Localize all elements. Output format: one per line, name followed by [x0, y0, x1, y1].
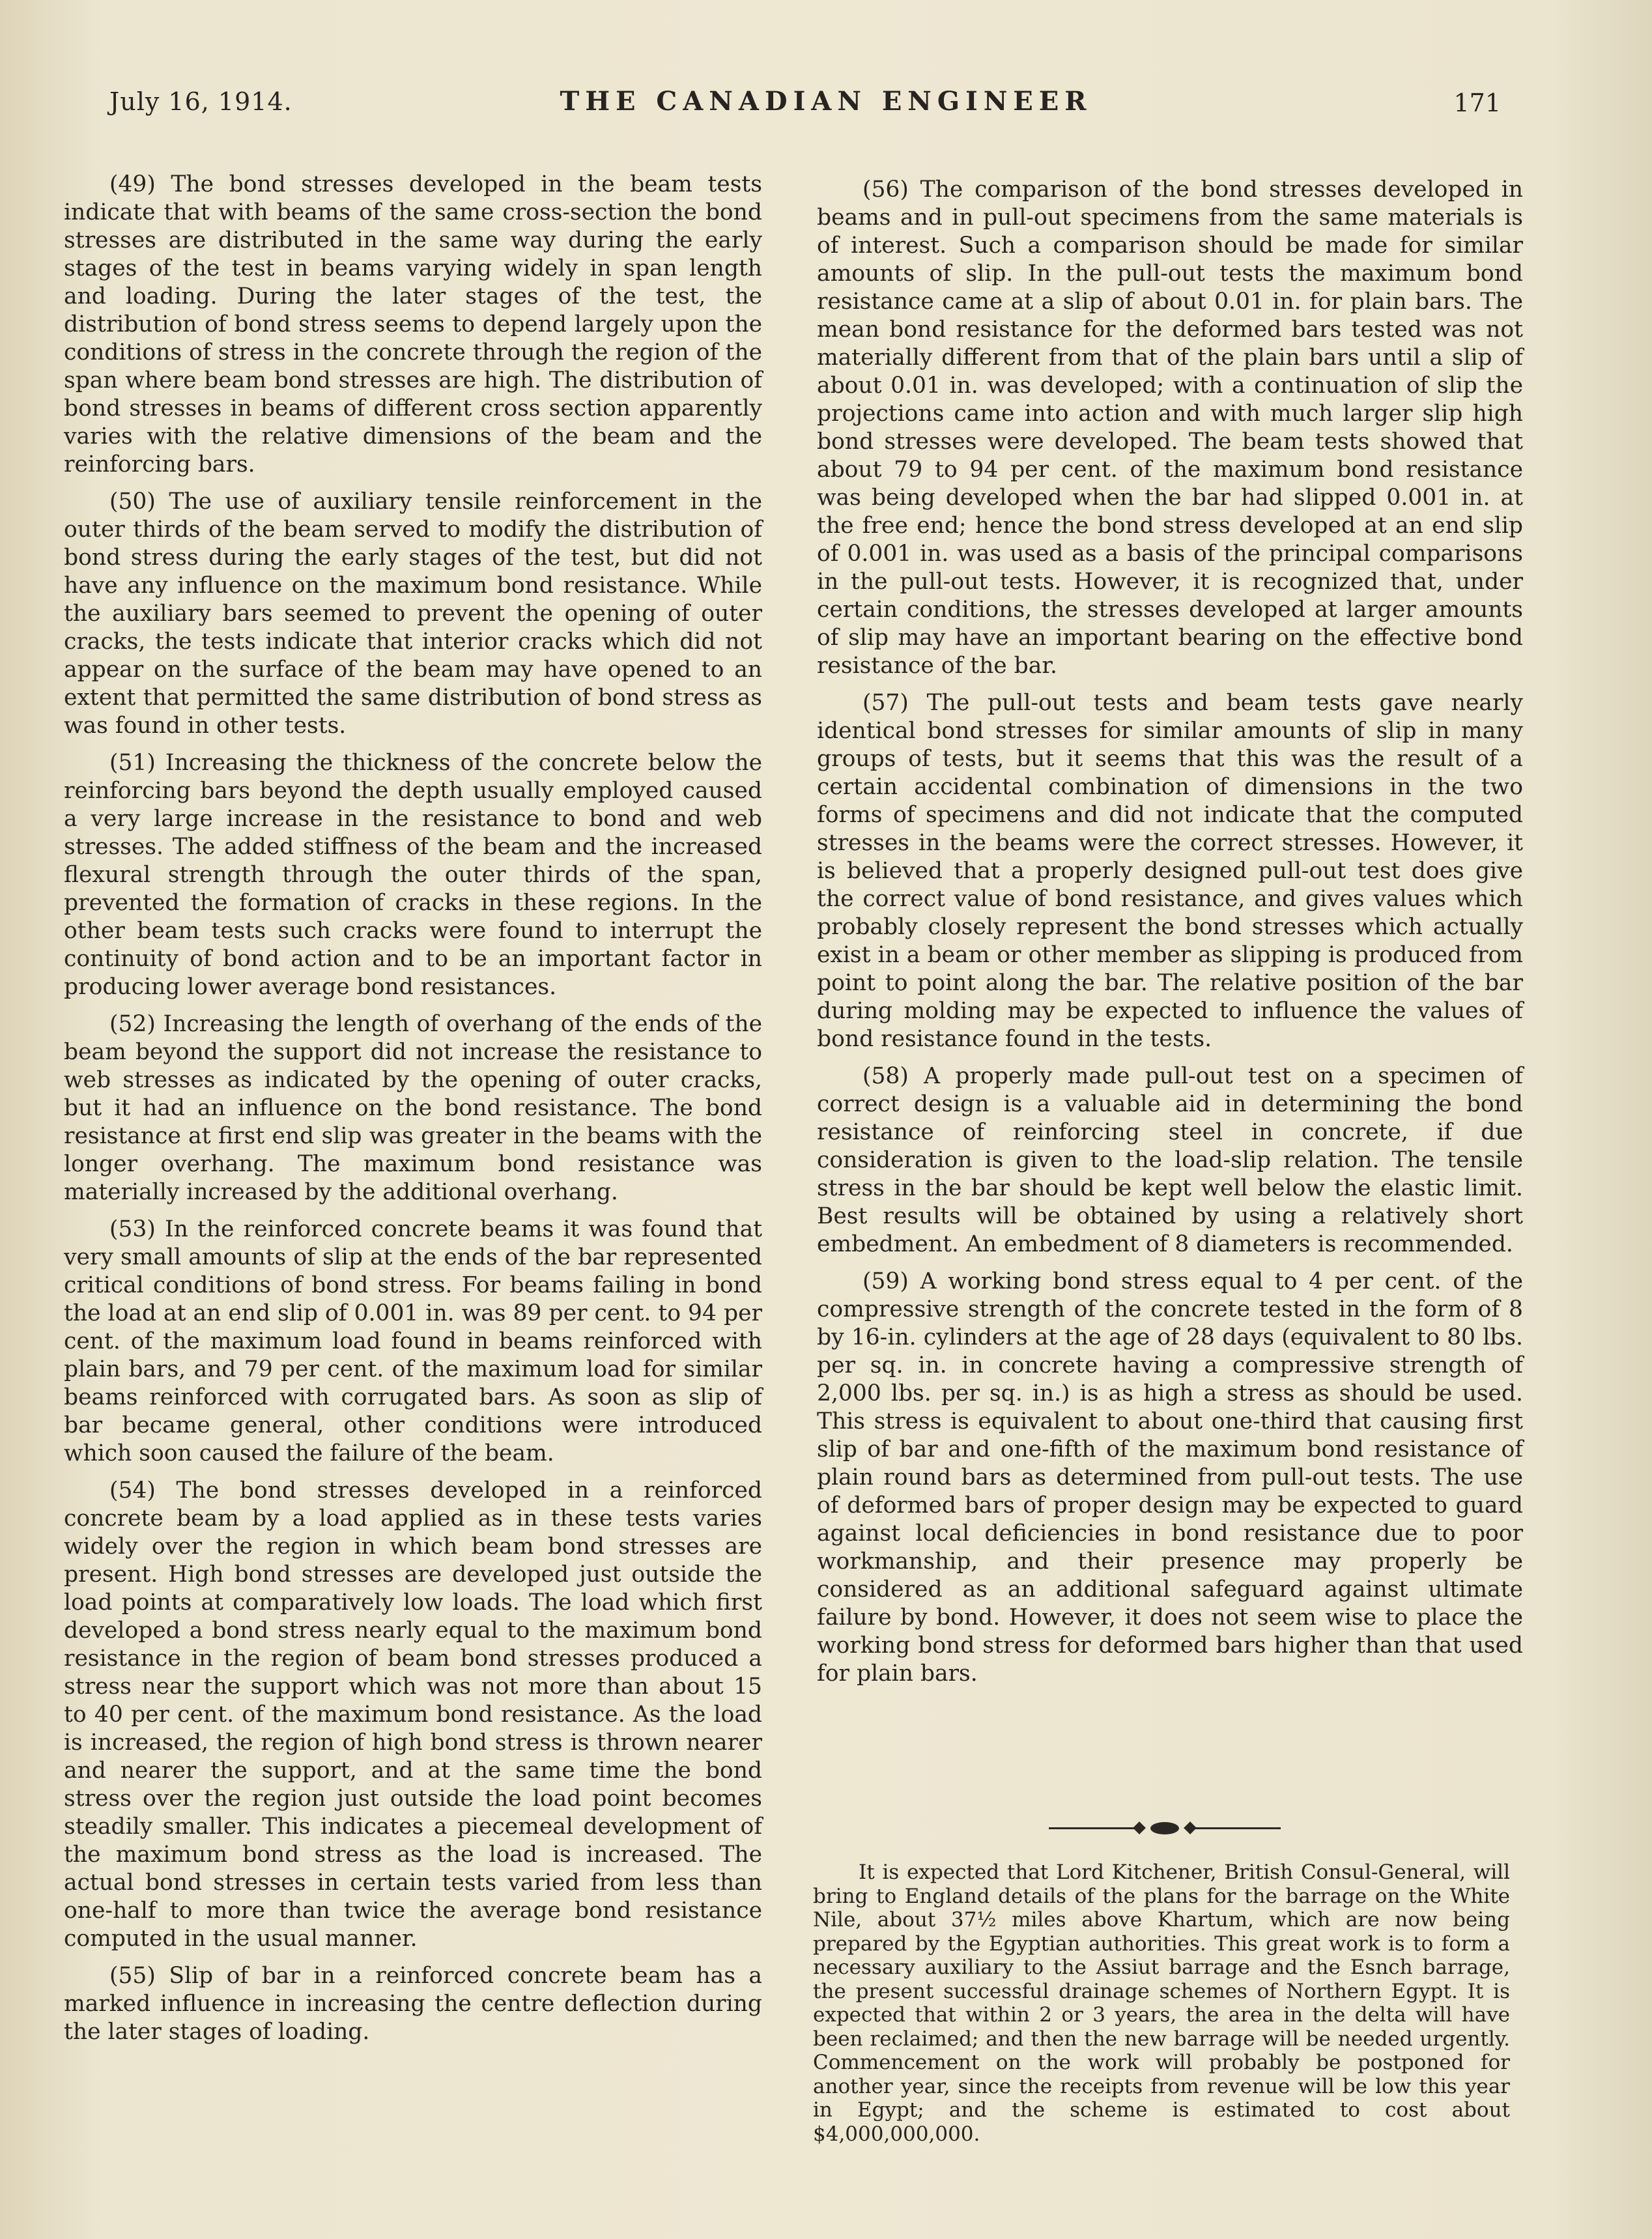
- news-note: [813, 1861, 1510, 2146]
- paragraph-text: A properly made pull-out test on a specimen of correct design is a valuable aid in determining the bond resistance of reinforcing steel in concrete, if due consideration is given to the load-slip relation. The tensile stress in the bar should be kept well below the elastic limit. Best results will be obtained by using a relatively short embedment. An embedment of 8 diameters is recommended.: [817, 1063, 1524, 1257]
- paragraph-59: [817, 1268, 1523, 1688]
- paragraph-text: The pull-out tests and beam tests gave nearly identical bond stresses for similar amounts of slip in many groups of tests, but it seems that this was the result of a certain accidental combination of dimensions in the two forms of specimens and did not indicate that the computed stresses in the beams were the correct stresses. However, it is believed that a properly designed pull-out test does give the correct value of bond resistance, and gives values which probably closely represent the bond stresses which actually exist in a beam or other member as slipping is produced from point to point along the bar. The relative position of the bar during molding may be expected to influence the values of bond resistance found in the tests.: [817, 690, 1523, 1052]
- paragraph-number: (49): [109, 171, 156, 197]
- paragraph-57: [817, 689, 1523, 1053]
- paragraph-text: A working bond stress equal to 4 per cent. of the compressive strength of the concrete tested in the form of 8 by 16-in. cylinders at the age of 28 days (equivalent to 80 lbs. per sq. in. in concrete having a compressive strength of 2,000 lbs. per sq. in.) is as high a stress as should be used. This stress is equivalent to about one-third that causing first slip of bar and one-fifth of the maximum bond resistance of plain round bars as determined from pull-out tests. The use of deformed bars of proper design may be expected to guard against local deficiencies in bond resistance due to poor workmanship, and their presence may properly be considered as an additional safeguard against ultimate failure by bond. However, it does not seem wise to place the working bond stress for deformed bars higher than that used for plain bars.: [817, 1268, 1524, 1687]
- paragraph-49: [64, 171, 762, 479]
- divider-oval-icon: [1150, 1822, 1179, 1834]
- paragraph-55: [64, 1962, 762, 2046]
- paragraph-number: (56): [862, 177, 909, 203]
- paragraph-text: Increasing the length of overhang of the ends of the beam beyond the support did not increase the resistance to web stresses as indicated by the opening of outer cracks, but it had an influence on the bond resistance. The bond resistance at first end slip was greater in the beams with the longer overhang. The maximum bond resistance was materially increased by the additional overhang.: [64, 1011, 762, 1205]
- paragraph-text: The use of auxiliary tensile reinforcement in the outer thirds of the beam served to modify the distribution of bond stress during the early stages of the test, but did not have any influence on the maximum bond resistance. While the auxiliary bars seemed to prevent the opening of outer cracks, the tests indicate that interior cracks which did not appear on the surface of the beam may have opened to an extent that permitted the same distribution of bond stress as was found in other tests.: [64, 489, 762, 739]
- paragraph-51: [64, 749, 762, 1001]
- page-number: 171: [1453, 89, 1501, 117]
- paragraph-number: (59): [862, 1268, 909, 1294]
- paragraph-54: [64, 1477, 762, 1953]
- paragraph-number: (55): [109, 1963, 156, 1989]
- paragraph-number: (50): [109, 489, 156, 515]
- paragraph-53: [64, 1216, 762, 1468]
- journal-title: THE CANADIAN ENGINEER: [560, 86, 1092, 117]
- paragraph-number: (57): [862, 690, 909, 716]
- paragraph-text: Slip of bar in a reinforced concrete beam has a marked influence in increasing the centre deflection during the later stages of loading.: [64, 1963, 763, 2045]
- right-column: [817, 176, 1523, 1697]
- paragraph-56: [817, 176, 1523, 680]
- paragraph-number: (58): [862, 1063, 909, 1089]
- paragraph-number: (53): [109, 1216, 156, 1242]
- paragraph-text: The comparison of the bond stresses developed in beams and in pull-out specimens from the same materials is of interest. Such a comparison should be made for similar amounts of slip. In the pull-out tests the maximum bond resistance came at a slip of about 0.01 in. for plain bars. The mean bond resistance for the deformed bars tested was not materially different from that of the plain bars until a slip of about 0.01 in. was developed; with a continuation of slip the projections came into action and with much larger slip high bond stresses were developed. The beam tests showed that about 79 to 94 per cent. of the maximum bond resistance was being developed when the bar had slipped 0.001 in. at the free end; hence the bond stress developed at an end slip of 0.001 in. was used as a basis of the principal comparisons in the pull-out tests. However, it is recognized that, under certain conditions, the stresses developed at larger amounts of slip may have an important bearing on the effective bond resistance of the bar.: [817, 177, 1524, 679]
- page-header: [0, 83, 1652, 129]
- paragraph-text: In the reinforced concrete beams it was found that very small amounts of slip at the ends of the bar represented critical conditions of bond stress. For beams failing in bond the load at an end slip of 0.001 in. was 89 per cent. to 94 per cent. of the maximum load found in beams reinforced with plain bars, and 79 per cent. of the maximum load for similar beams reinforced with corrugated bars. As soon as slip of bar became general, other conditions were introduced which soon caused the failure of the beam.: [64, 1216, 762, 1466]
- paragraph-text: The bond stresses developed in a reinforced concrete beam by a load applied as in these tests varies widely over the region in which beam bond stresses are present. High bond stresses are developed just outside the load points at comparatively low loads. The load which first developed a bond stress nearly equal to the maximum bond resistance in the region of beam bond stresses produced a stress near the support which was not more than about 15 to 40 per cent. of the maximum bond resistance. As the load is increased, the region of high bond stress is thrown nearer and nearer the support, and at the same time the bond stress over the region just outside the load point becomes steadily smaller. This indicates a piecemeal development of the maximum bond stress as the load is increased. The actual bond stresses in certain tests varied from less than one-half to more than twice the average bond resistance computed in the usual manner.: [64, 1477, 763, 1952]
- paragraph-number: (54): [109, 1477, 156, 1504]
- left-column: [64, 171, 762, 2055]
- divider-line-left: [1049, 1827, 1140, 1829]
- paragraph-number: (52): [109, 1011, 156, 1037]
- paragraph-58: [817, 1062, 1523, 1259]
- paragraph-text: The bond stresses developed in the beam tests indicate that with beams of the same cross-section the bond stresses are distributed in the same way during the early stages of the test in beams varying widely in span length and loading. During the later stages of the test, the distribution of bond stress seems to depend largely upon the conditions of stress in the concrete through the region of the span where beam bond stresses are high. The distribution of bond stresses in beams of different cross section apparently varies with the relative dimensions of the beam and the reinforcing bars.: [64, 171, 762, 478]
- header-date: July 16, 1914.: [109, 87, 292, 116]
- divider-diamond-icon: [1133, 1821, 1146, 1834]
- paragraph-number: (51): [109, 750, 156, 776]
- paragraph-text: Increasing the thickness of the concrete below the reinforcing bars beyond the depth usually employed caused a very large increase in the resistance to bond and web stresses. The added stiffness of the beam and the increased flexural strength through the outer thirds of the span, prevented the formation of cracks in these regions. In the other beam tests such cracks were found to interrupt the continuity of bond action and to be an important factor in producing lower average bond resistances.: [64, 750, 762, 1000]
- news-note-text: It is expected that Lord Kitchener, British Consul-General, will bring to England details of the plans for the barrage on the White Nile, about 37½ miles above Khartum, which are now being prepared by the Egyptian authorities. This great work is to form a necessary auxiliary to the Assiut barrage and the Esnch barrage, the present successful drainage schemes of Northern Egypt. It is expected that within 2 or 3 years, the area in the delta will have been reclaimed; and then the new barrage will be needed urgently. Commencement on the work will probably be postponed for another year, since the receipts from revenue will be low this year in Egypt; and the scheme is estimated to cost about $4,000,000,000.: [813, 1861, 1510, 2146]
- divider-line-right: [1189, 1827, 1281, 1829]
- paragraph-52: [64, 1010, 762, 1206]
- paragraph-50: [64, 488, 762, 740]
- ornamental-divider: [1049, 1822, 1281, 1835]
